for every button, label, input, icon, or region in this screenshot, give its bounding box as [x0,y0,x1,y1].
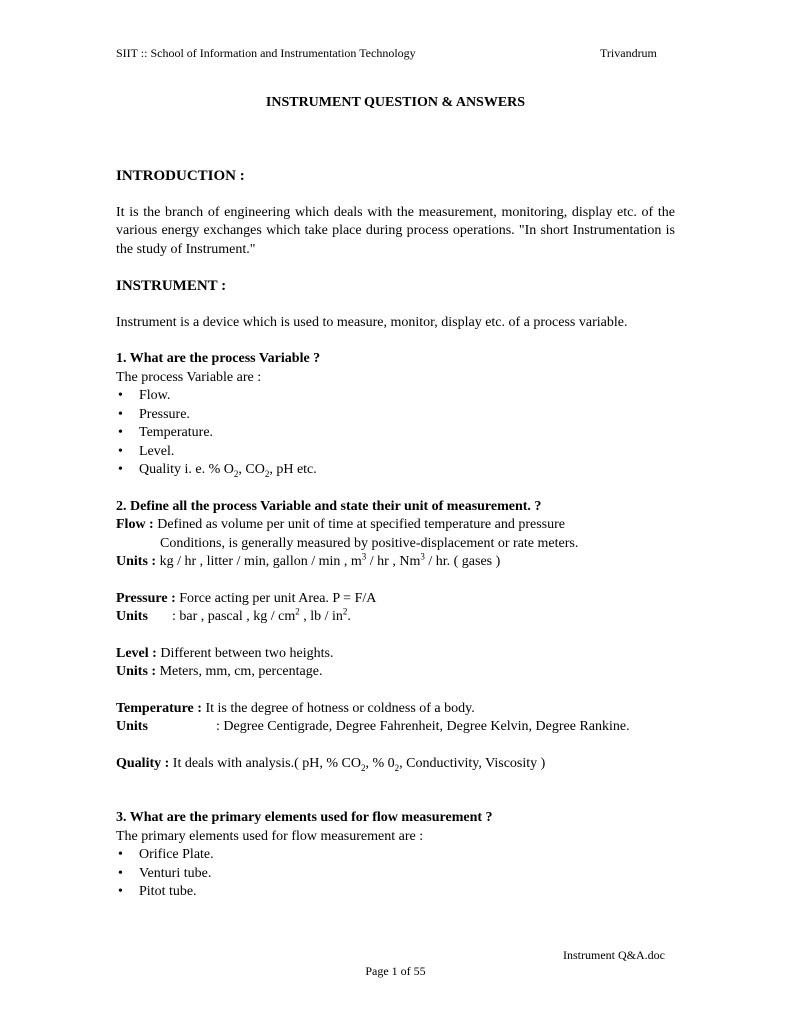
quality-text-a: Quality i. e. % O [139,462,234,477]
temperature-label: Temperature : [116,700,202,716]
pressure-units [116,608,675,627]
quality-def-text-a: It deals with analysis.( pH, % CO [172,755,361,771]
level-def-text: Different between two heights. [160,645,334,661]
flow-definition [116,516,675,535]
list-item: • Temperature. [116,424,675,443]
flow-units-text-c: / hr. ( gases ) [424,554,501,569]
flow-elements-list [116,846,675,902]
pressure-units-text-a: : bar , pascal , kg / cm [172,609,296,624]
list-item: • Orifice Plate. [116,846,675,865]
quality-def-sub-2: 2 [394,762,400,773]
list-item: • Level. [116,443,675,462]
flow-units-sup-2: 3 [420,551,425,562]
level-units-text: Meters, mm, cm, percentage. [159,664,323,679]
flow-units-text-a: kg / hr , litter / min, gallon / min , m [159,554,362,569]
temperature-units-label: Units [116,719,148,734]
list-item-quality [116,461,675,480]
level-label: Level : [116,645,157,661]
pressure-units-label: Units [116,609,148,624]
flow-label: Flow : [116,517,154,532]
temperature-units-text: : Degree Centigrade, Degree Fahrenheit, Degree Kelvin, Degree Rankine. [216,719,630,734]
question-1-intro: The process Variable are : [116,369,262,385]
header-left: SIIT :: School of Information and Instrumentation Technology [116,46,416,60]
pressure-units-sup-2: 2 [342,606,348,617]
list-item: • Venturi tube. [116,865,675,884]
question-3-intro: The primary elements used for flow measurement are : [116,828,424,844]
pressure-definition [116,590,675,609]
question-2: 2. Define all the process Variable and state their unit of measurement. ? [116,498,542,514]
list-item: • Pitot tube. [116,883,675,902]
list-item: • Flow. [116,387,675,406]
pressure-def-text: Force acting per unit Area. P = F/A [179,590,377,606]
flow-units-sup-1: 3 [361,551,367,562]
instrument-heading: INSTRUMENT : [116,278,227,294]
flow-units [116,553,675,572]
quality-def-text-c: , Conductivity, Viscosity ) [399,755,546,771]
list-item: • Pressure. [116,406,675,425]
process-variable-list [116,387,675,480]
quality-label: Quality : [116,755,170,771]
flow-units-text-b: / hr , Nm [366,554,421,569]
instrument-text: Instrument is a device which is used to measure, monitor, display etc. of a process variable. [116,314,628,330]
pressure-label: Pressure : [116,590,176,606]
footer-page-number: Page 1 of 55 [365,964,426,978]
quality-text-c: , pH etc. [269,462,317,477]
quality-definition [116,755,675,774]
level-units-label: Units : [116,664,157,679]
document-title: INSTRUMENT QUESTION & ANSWERS [265,95,526,110]
pressure-units-text-b: , lb / in [299,609,343,624]
document-body [116,167,675,902]
flow-units-label: Units : [116,554,157,569]
footer-filename: Instrument Q&A.doc [563,948,665,962]
pressure-units-text-c: . [347,609,351,624]
introduction-heading: INTRODUCTION : [116,168,245,184]
quality-sub-1: 2 [233,468,239,479]
level-units [116,663,675,682]
level-definition [116,645,675,664]
question-3: 3. What are the primary elements used for flow measurement ? [116,810,493,825]
pressure-units-sup-1: 2 [295,606,300,617]
temperature-def-text: It is the degree of hotness or coldness of a body. [205,700,475,716]
flow-def-line-1: Defined as volume per unit of time at specified temperature and pressure [157,517,566,532]
quality-sub-2: 2 [264,468,270,479]
quality-text-b: , CO [238,462,265,477]
header-right: Trivandrum [600,46,657,60]
question-1: 1. What are the process Variable ? [116,351,321,366]
quality-def-text-b: , % 0 [365,755,395,771]
temperature-definition [116,700,675,719]
temperature-units [116,718,675,737]
introduction-text: It is the branch of engineering which deals with the measurement, monitoring, display etc. of the various energy exchanges which take place during process operations. "In short Instrumentation is the study of Instrument." [116,204,675,257]
quality-def-sub-1: 2 [360,762,366,773]
flow-def-line-2: Conditions, is generally measured by positive-displacement or rate meters. [160,535,579,551]
